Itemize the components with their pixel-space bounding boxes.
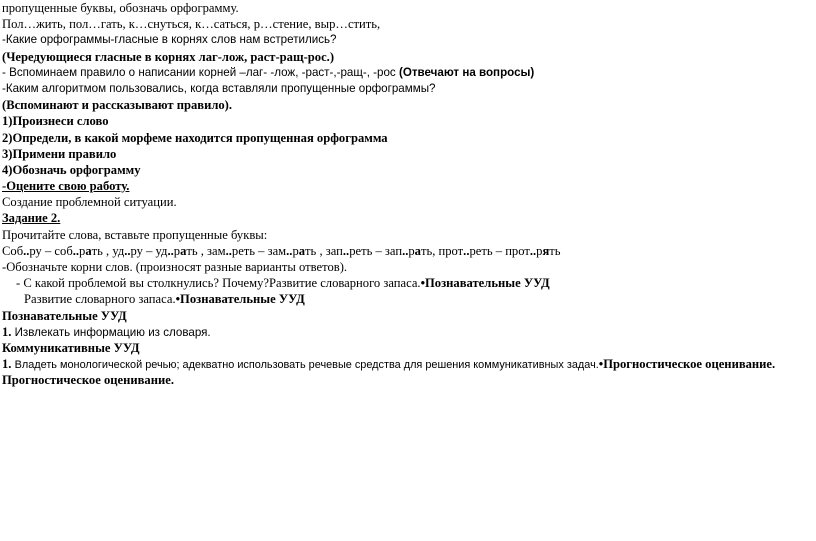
word-vowel: а: [298, 243, 306, 258]
text: 3)Примени правило: [2, 146, 117, 161]
text-line: [0, 97, 816, 113]
word-part: ть, прот: [420, 243, 464, 258]
text-line: [0, 259, 816, 275]
text: -Какие орфограммы-гласные в корнях слов нам встретились?: [2, 33, 337, 47]
text: Задание 2.: [2, 211, 61, 226]
word-gap: ..: [167, 243, 174, 258]
word-part: ру – уд: [130, 243, 168, 258]
text-line: [0, 32, 816, 48]
text: Создание проблемной ситуации.: [2, 195, 177, 210]
bold-text: Познавательные УУД: [425, 276, 550, 291]
text-line: [0, 372, 816, 388]
word-part: ть , зап: [305, 243, 343, 258]
text: Развитие словарного запаса.: [268, 276, 421, 291]
word-gap: ..: [225, 243, 232, 258]
word-part: р: [292, 243, 299, 258]
word-gap: ..: [342, 243, 350, 258]
step-item: [0, 130, 816, 146]
text: (Чередующиеся гласные в корнях лаг-лож, раст-ращ-рос.): [2, 49, 335, 64]
word-gap: ..: [23, 243, 30, 258]
text: -Обозначьте корни слов. (произносят разные варианты ответов).: [2, 260, 348, 274]
text-line: [0, 81, 816, 97]
section-heading: [0, 308, 816, 324]
text-line: [0, 0, 816, 16]
text-line: [0, 16, 816, 32]
word-part: реть – зам: [231, 243, 287, 258]
text: - С какой проблемой вы столкнулись? Почему?: [16, 276, 269, 291]
word-vowel: а: [85, 243, 92, 258]
step-item: [0, 113, 816, 129]
bullet-icon: •: [420, 276, 426, 291]
number: 1.: [2, 357, 15, 372]
text-line: [0, 356, 816, 372]
word-part: р: [408, 243, 415, 258]
number: 1.: [2, 324, 15, 339]
word-part: ть , зам: [186, 243, 226, 258]
word-part: ру – соб: [29, 243, 73, 258]
word-vowel: я: [542, 243, 550, 258]
text-line: [0, 324, 816, 340]
text-line: [0, 194, 816, 210]
word-part: р: [79, 243, 86, 258]
word-part: ть , уд: [91, 243, 125, 258]
text-line: [0, 275, 816, 291]
bullet-icon: •: [175, 292, 181, 307]
word-gap: ..: [463, 243, 470, 258]
step-item: [0, 146, 816, 162]
text: 4)Обозначь орфограмму: [2, 162, 141, 177]
word-gap: ..: [124, 243, 131, 258]
text: Коммуникативные УУД: [2, 340, 140, 355]
bold-text: (Отвечают на вопросы): [398, 65, 535, 79]
text-line: [0, 65, 816, 81]
text-line: [0, 291, 816, 307]
word-part: Соб: [2, 243, 24, 258]
word-vowel: а: [180, 243, 187, 258]
text-line: [0, 49, 816, 65]
task-heading: [0, 210, 816, 226]
word-vowel: а: [414, 243, 421, 258]
word-gap: ..: [72, 243, 80, 258]
bold-text: Познавательные УУД: [180, 292, 305, 307]
text: Владеть монологической речью; адекватно использовать речевые средства для решения коммуникативных задач.: [14, 359, 599, 372]
text: Извлекать информацию из словаря.: [14, 325, 211, 339]
word-part: реть – прот: [469, 243, 530, 258]
word-gap: ..: [286, 243, 293, 258]
section-heading: [0, 340, 816, 356]
word-part: р: [173, 243, 181, 258]
step-item: [0, 162, 816, 178]
bullet-icon: •: [598, 357, 604, 372]
bold-text: Прогностическое оценивание.: [603, 357, 776, 372]
text: Пол…жить, пол…гать, к…снуться, к…саться, р…стение, выр…стить,: [2, 17, 381, 32]
text: -Каким алгоритмом пользовались, когда вставляли пропущенные орфограммы?: [2, 81, 436, 95]
text: Познавательные УУД: [2, 308, 127, 323]
word-part: р: [536, 243, 543, 258]
text: (Вспоминают и рассказывают правило).: [2, 98, 233, 113]
text: Развитие словарного запаса.: [24, 292, 176, 307]
text: Прогностическое оценивание.: [2, 373, 174, 388]
text: 2)Определи, в какой морфеме находится пропущенная орфограмма: [2, 130, 388, 145]
text-line: [0, 178, 816, 194]
text-line: [0, 227, 816, 243]
word-part: ть: [549, 243, 561, 258]
text: -Оцените свою работу.: [2, 179, 130, 194]
text: Прочитайте слова, вставьте пропущенные буквы:: [2, 227, 268, 242]
word-gap: ..: [402, 243, 409, 258]
word-gap: ..: [529, 243, 537, 258]
word-part: реть – зап: [349, 243, 403, 258]
text: пропущенные буквы, обозначь орфограмму.: [2, 1, 239, 15]
text: 1)Произнеси слово: [2, 114, 109, 129]
text: - Вспоминаем правило о написании корней –лаг- -лож, -раст-,-ращ-, -рос: [2, 65, 399, 79]
word-exercise-line: [0, 243, 816, 259]
